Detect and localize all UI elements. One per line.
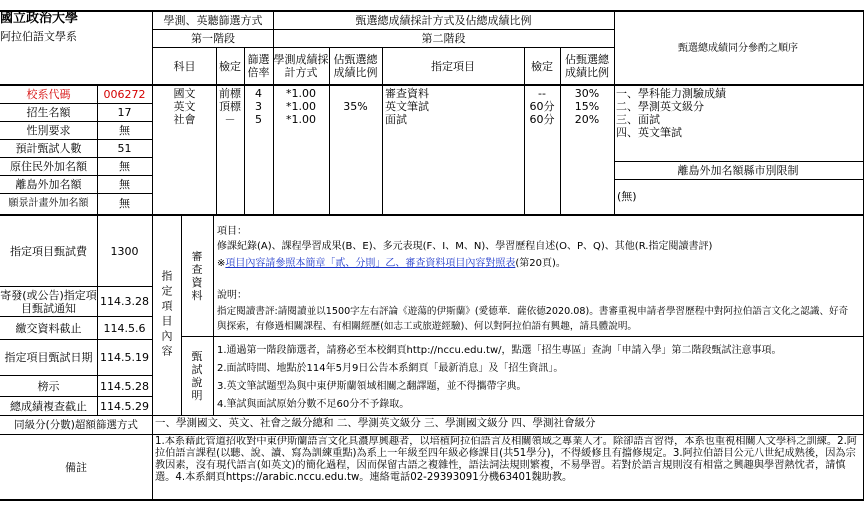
screen-method-header: 學測、英聽篩選方式 (163, 14, 263, 27)
grid-line (0, 316, 153, 317)
grid-line (153, 47, 614, 48)
grid-line (244, 47, 245, 215)
announcement-value: 114.5.28 (100, 379, 149, 393)
review-reference-link[interactable]: 項目內容請參照本簡章「貳、分則」乙、審查資料項目內容對照表 (225, 258, 516, 269)
grid-line (0, 415, 864, 416)
vision-value: 無 (119, 196, 130, 210)
grid-line (614, 10, 615, 215)
expected-count-value: 51 (117, 142, 132, 155)
grid-line (0, 103, 153, 104)
subject-item: 社會 (173, 113, 196, 126)
gender-label: 性別要求 (26, 124, 71, 137)
notice-date-label: 寄發(或公告)指定項目甄試通知 (0, 288, 97, 315)
indigenous-label: 原住民外加名額 (10, 160, 87, 173)
item-header: 指定項目 (431, 59, 475, 73)
grid-line (273, 10, 274, 215)
selection-item: 審查資料 (385, 87, 429, 100)
expected-count-label: 預計甄試人數 (15, 142, 82, 155)
grid-line (0, 434, 864, 435)
dept-code-label: 校系代碼 (26, 88, 71, 101)
item-ratio: 30% (574, 87, 600, 100)
indigenous-value: 無 (119, 160, 130, 173)
school-name: 國立政治大學 (0, 12, 79, 26)
item-ratio: 15% (574, 100, 600, 113)
stage1-header: 第一階段 (191, 32, 235, 45)
grid-line (97, 85, 98, 415)
selection-title-header: 甄選總成績採計方式及佔總成績比例 (355, 14, 532, 27)
grid-line (181, 336, 864, 337)
exam-note: 2.面試時間、地點於114年5月9日公告本系網頁「最新消息」及「招生資訊」。 (217, 363, 564, 374)
same-score-label: 同級分(分數)超額篩選方式 (14, 418, 138, 431)
quota-value: 17 (117, 106, 132, 119)
tiebreak-header: 甄選總成績同分參酌之順序 (678, 42, 798, 54)
exam-date-value: 114.5.19 (100, 351, 149, 364)
announcement-label: 榜示 (37, 379, 60, 393)
exam-note: 3.英文筆試題型為與中東伊斯蘭領域相關之翻譯題，並不得攜帶字典。 (217, 381, 527, 392)
grid-line (0, 84, 864, 86)
selection-item: 英文筆試 (385, 100, 429, 113)
dept-code-value: 006272 (103, 88, 146, 101)
same-score-value: 一、學測國文、英文、社會之級分總和 二、學測英文級分 三、學測國文級分 四、學測社會級分 (155, 417, 596, 429)
exam-date-label: 指定項目甄試日期 (4, 351, 93, 364)
gender-value: 無 (119, 124, 130, 137)
subject-item: 英文 (173, 100, 196, 113)
notice-date-value: 114.3.28 (100, 295, 149, 308)
grid-line (0, 157, 153, 158)
subject-item: 國文 (173, 87, 196, 100)
grid-line (0, 214, 864, 216)
exam-fee-value: 1300 (110, 244, 139, 258)
grid-line (152, 434, 153, 500)
subject-header: 科目 (173, 59, 196, 73)
grid-line (0, 175, 153, 176)
grid-line (614, 161, 864, 162)
grid-line (153, 29, 614, 30)
grid-line (0, 499, 864, 501)
review-note: 指定閱讀書評:請閱讀並以1500字左右評論《遊蕩的伊斯蘭》(愛德華．薩依德2020.08)。書審重視申請者學習歷程中對阿拉伯語言文化之認識、好奇與探索，有修過相關課程、有相關經歷(如志工或旅遊經驗)、何以對阿拉伯語有興趣，請具體說明。 (217, 306, 849, 332)
grid-line (329, 47, 330, 215)
grid-line (152, 10, 153, 435)
item-ratio: 20% (574, 113, 600, 126)
vision-label: 願景計畫外加名額 (8, 197, 89, 209)
selection-item: 面試 (385, 113, 407, 126)
submission-deadline-value: 114.5.6 (103, 321, 146, 335)
gsat-method-item: *1.00 (286, 113, 316, 126)
gsat-method-item: *1.00 (286, 100, 316, 113)
grid-line (0, 10, 864, 12)
island-limit-title: 離島外加名額縣市別限制 (677, 164, 799, 177)
quota-label: 招生名額 (26, 106, 71, 119)
review-link-suffix: (第20頁)。 (515, 258, 566, 269)
island-value: 無 (119, 178, 130, 191)
check-item: － (224, 113, 236, 126)
tiebreak-item: 一、學科能力測驗成績 (616, 87, 726, 100)
exam-label: 甄試說明 (191, 349, 203, 402)
grid-line (614, 179, 864, 180)
tiebreak-item: 二、學測英文級分 (616, 100, 704, 113)
grid-line (0, 339, 153, 340)
multiplier-item: 3 (255, 100, 262, 113)
check-header: 檢定 (219, 59, 241, 73)
island-limit-value: (無) (617, 190, 637, 203)
tiebreak-item: 三、面試 (616, 113, 660, 126)
check-item: 前標 (219, 87, 241, 100)
review-items-title: 項目： (217, 226, 247, 237)
review-label: 審查資料 (191, 250, 203, 302)
item-check: -- (538, 87, 546, 100)
grid-line (560, 47, 561, 215)
department-name: 阿拉伯語文學系 (0, 30, 77, 43)
exam-note: 4.筆試與面試原始分數不足60分不予錄取。 (217, 399, 410, 410)
tiebreak-item: 四、英文筆試 (616, 126, 682, 139)
island-label: 離島外加名額 (15, 178, 82, 191)
exam-fee-label: 指定項目甄試費 (10, 244, 87, 258)
remark-label: 備註 (65, 460, 87, 474)
review-link-prefix: ※ (217, 258, 226, 269)
exam-note: 1.通過第一階段篩選者，請務必至本校網頁http://nccu.edu.tw/，點選「招生專區」查詢「申請入學」第二階段甄試注意事項。 (217, 345, 782, 356)
grid-line (0, 396, 153, 397)
grid-line (0, 121, 153, 122)
item-check: 60分 (529, 100, 555, 113)
review-note-title: 說明： (217, 290, 247, 301)
grid-line (213, 215, 214, 415)
grid-line (524, 47, 525, 215)
gsat-method-item: *1.00 (286, 87, 316, 100)
stage2-header: 第二階段 (421, 32, 466, 45)
submission-deadline-label: 繳交資料截止 (15, 321, 82, 335)
review-deadline-label: 總成績複查截止 (10, 399, 87, 413)
grid-line (0, 375, 153, 376)
multiplier-item: 5 (255, 113, 262, 126)
grid-line (0, 139, 153, 140)
content-side-label: 指定項目內容 (160, 270, 173, 360)
grid-line (216, 47, 217, 215)
multiplier-item: 4 (255, 87, 262, 100)
item-check: 60分 (529, 113, 555, 126)
grid-line (0, 193, 153, 194)
review-deadline-value: 114.5.29 (100, 399, 149, 413)
grid-line (382, 47, 383, 215)
ratio-header: 佔甄選總成績比例 (333, 53, 378, 79)
multiplier-header: 篩選倍率 (247, 53, 270, 79)
gsat-method-header: 學測成績採計方式 (273, 53, 329, 79)
review-items: 修課紀錄(A)、課程學習成果(B、E)、多元表現(F、I、M、N)、學習歷程自述(O、P、Q)、其他(R.指定閱讀書評) (217, 241, 713, 252)
stage2-gsat-ratio: 35% (343, 100, 368, 113)
grid-line (181, 215, 182, 415)
grid-line (0, 286, 153, 287)
check-item: 頂標 (219, 100, 241, 113)
ratio2-header: 佔甄選總成績比例 (565, 53, 609, 79)
check2-header: 檢定 (531, 59, 553, 73)
remark-value: 1.本系藉此管道招收對中東伊斯蘭語言文化具濃厚興趣者，以培植阿拉伯語言及相關領域之專業人才。除卻語言習得，本系也重視相關人文學科之訓練。2.阿拉伯語言課程(以聽、說、讀、寫為訓練重點)為系上一年級至四年級必修課目(共51學分)，不得緩修且有擋修規定。3.阿拉伯語目公元八世紀成熟後，因為宗教因素，沒有現代語言(如英文)的簡化過程，因而保留古語之複雜性，語法詞法規則繁複，不易學習。若對於語言規則沒有相當之興趣與學習熱忱者，請慎選。4.本系網頁https://arabic.nccu.edu.tw。連絡電話02-29393091分機63401魏助教。 (155, 436, 857, 483)
